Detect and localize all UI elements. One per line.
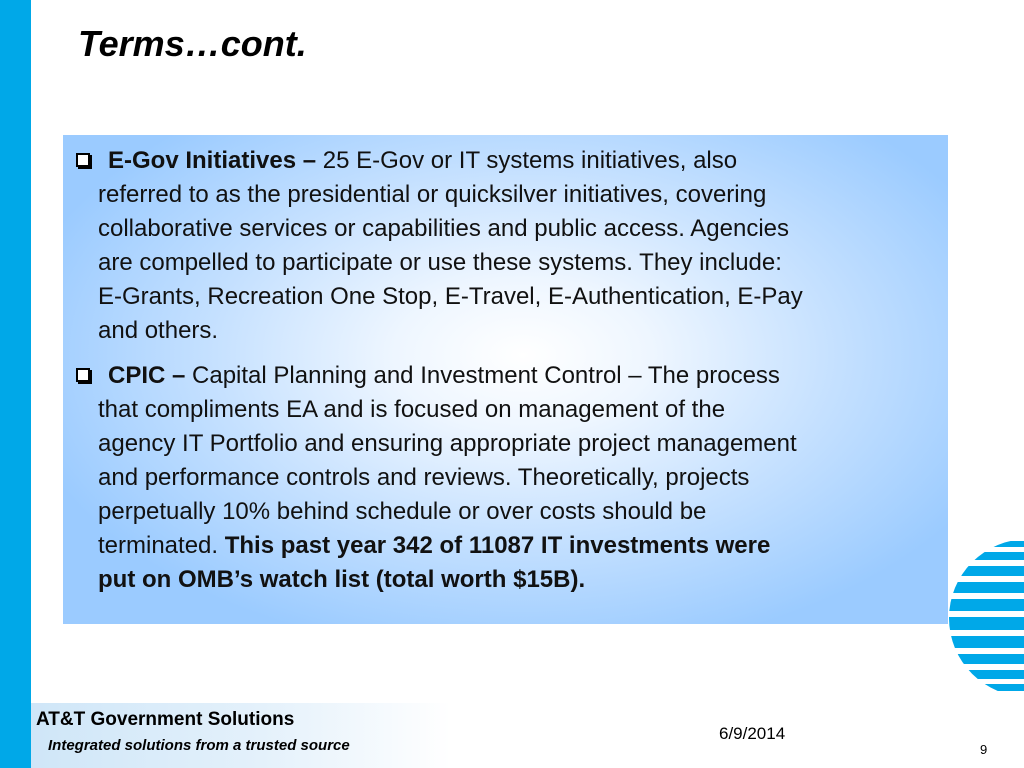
left-accent-bar (0, 0, 31, 768)
footer-tagline: Integrated solutions from a trusted source (48, 737, 350, 754)
checkbox-bullet-icon (76, 153, 90, 167)
footer-company-name: AT&T Government Solutions (36, 709, 295, 730)
bullet-term: E-Gov Initiatives – (108, 147, 323, 174)
bullet-text-line: Capital Planning and Investment Control – The process (192, 362, 780, 389)
bullet-emphasis-line: This past year 342 of 11087 IT investments were (224, 532, 771, 559)
att-globe-icon (947, 537, 1024, 699)
bullet-emphasis-line: put on OMB’s watch list (total worth $15B). (98, 566, 586, 593)
bullet-text-line: and others. (98, 317, 219, 344)
bullet-text-line: E-Grants, Recreation One Stop, E-Travel, E-Authentication, E-Pay (98, 283, 803, 310)
bullet-text-line: collaborative services or capabilities and public access. Agencies (98, 215, 790, 242)
checkbox-bullet-icon (76, 368, 90, 382)
bullet-text-line: are compelled to participate or use these systems. They include: (98, 249, 782, 276)
bullet-term: CPIC – (108, 362, 193, 389)
bullet-text-line: that compliments EA and is focused on management of the (98, 396, 726, 423)
bullet-text-line: 25 E-Gov or IT systems initiatives, also (322, 147, 738, 174)
bullet-text-line: agency IT Portfolio and ensuring appropriate project management (98, 430, 797, 457)
slide-date: 6/9/2014 (719, 724, 786, 743)
bullet-text-line: terminated. (98, 532, 225, 559)
slide-title: Terms…cont. (78, 23, 307, 64)
bullet-text-line: referred to as the presidential or quicksilver initiatives, covering (98, 181, 767, 208)
bullet-text-line: perpetually 10% behind schedule or over costs should be (98, 498, 707, 525)
page-number: 9 (980, 742, 988, 757)
definitions-box (63, 135, 948, 624)
bullet-text-line: and performance controls and reviews. Theoretically, projects (98, 464, 750, 491)
